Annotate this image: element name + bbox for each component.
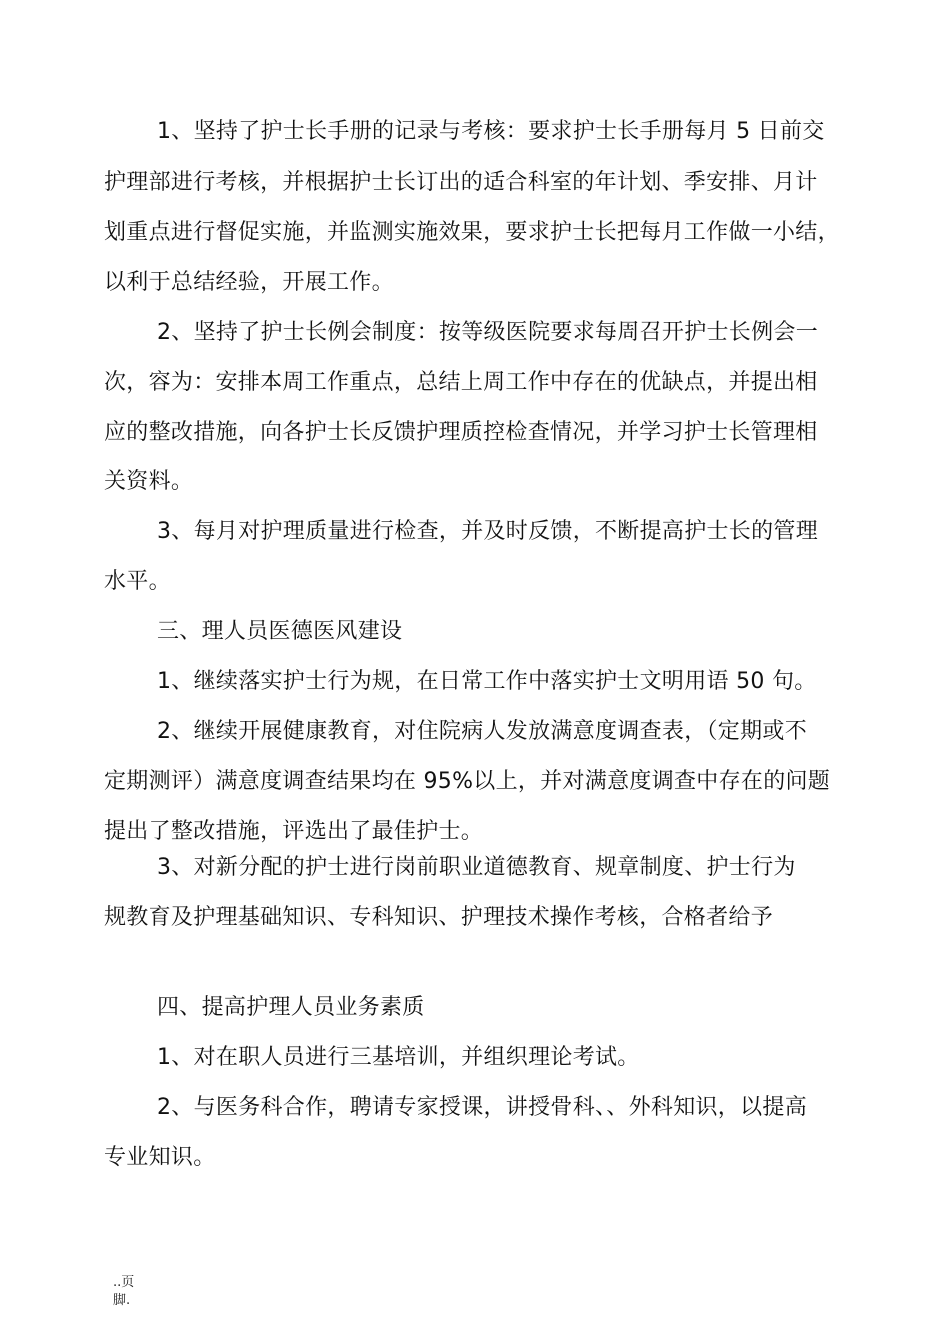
paragraph-9-line-1: 1、对在职人员进行三基培训，并组织理论考试。	[157, 1045, 640, 1070]
page-footer-line-2: 脚.	[113, 1293, 131, 1308]
paragraph-2-line-3: 应的整改措施，向各护士长反馈护理质控检查情况，并学习护士长管理相	[104, 420, 818, 445]
paragraph-6-line-3: 提出了整改措施，评选出了最佳护士。	[104, 819, 484, 844]
paragraph-7-line-2: 规教育及护理基础知识、专科知识、护理技术操作考核，合格者给予	[104, 905, 774, 930]
section-heading-3: 三、理人员医德医风建设	[157, 619, 403, 644]
paragraph-6-line-1: 2、继续开展健康教育，对住院病人发放满意度调查表，（定期或不	[157, 719, 807, 744]
paragraph-2-line-1: 2、坚持了护士长例会制度：按等级医院要求每周召开护士长例会一	[157, 320, 818, 345]
paragraph-2-line-4: 关资料。	[104, 469, 194, 494]
paragraph-10-line-1: 2、与医务科合作，聘请专家授课，讲授骨科、、外科知识，以提高	[157, 1095, 807, 1120]
section-heading-4: 四、提高护理人员业务素质	[157, 995, 425, 1020]
paragraph-1-line-4: 以利于总结经验，开展工作。	[104, 270, 394, 295]
paragraph-6-line-2: 定期测评）满意度调查结果均在 95%以上，并对满意度调查中存在的问题	[104, 769, 831, 794]
paragraph-7-line-1: 3、对新分配的护士进行岗前职业道德教育、规章制度、护士行为	[157, 855, 796, 880]
paragraph-1-line-1: 1、坚持了护士长手册的记录与考核：要求护士长手册每月 5 日前交	[157, 119, 825, 144]
paragraph-1-line-2: 护理部进行考核，并根据护士长订出的适合科室的年计划、季安排、月计	[104, 170, 818, 195]
paragraph-3-line-2: 水平。	[104, 569, 171, 594]
paragraph-1-line-3: 划重点进行督促实施，并监测实施效果，要求护士长把每月工作做一小结，	[104, 220, 840, 245]
paragraph-5-line-1: 1、继续落实护士行为规，在日常工作中落实护士文明用语 50 句。	[157, 669, 817, 694]
page-footer-line-1: ..页	[113, 1275, 135, 1290]
paragraph-3-line-1: 3、每月对护理质量进行检查，并及时反馈，不断提高护士长的管理	[157, 519, 818, 544]
paragraph-10-line-2: 专业知识。	[104, 1145, 216, 1170]
paragraph-2-line-2: 次，容为：安排本周工作重点，总结上周工作中存在的优缺点，并提出相	[104, 370, 818, 395]
